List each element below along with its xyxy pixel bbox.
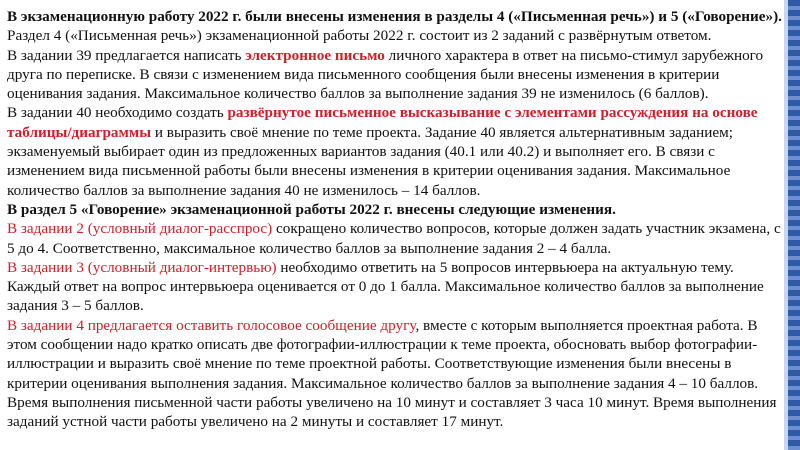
section-5-heading: В раздел 5 «Говорение» экзаменационной работы 2022 г. внесены следующие изменения. (7, 200, 616, 218)
task-40-highlight: развёрнутое письменное высказывание с элементами рассуждения на основе таблицы/диаграммы (7, 104, 758, 141)
task-40-paragraph (7, 103, 785, 199)
task-40-text-end: и выразить своё мнение по теме проекта. Задание 40 является альтернативным заданием; экзаменуемый выбирает один из предложенных вариантов задания (40.1 или 40.2) и выполняет его. В связи с изменением вида письменной работы были внесены изменения в критерии оценивания задания. Максимальное количество баллов за выполнение задания 40 не изменилось – 14 баллов. (7, 123, 733, 199)
task-3-text: необходимо ответить на 5 вопросов интервьюера на актуальную тему. Каждый ответ на вопрос интервьюера оценивается от 0 до 1 балла. Максимальное количество баллов за выполнение задания 3 – 5 баллов. (7, 258, 764, 315)
task-39-text-start: В задании 39 предлагается написать (7, 46, 246, 64)
task-3-paragraph (7, 258, 785, 316)
task-2-paragraph (7, 219, 785, 258)
task-4-text: , вместе с которым выполняется проектная работа. В этом сообщении надо кратко описать две фотографии-иллюстрации к теме проекта, обосновать выбор фотографии-иллюстрации и выразить своё мнение по теме проектной работы. Соответствующие изменения были внесены в критерии оценивания выполнения задания. Максимальное количество баллов за выполнение задания 4 – 10 баллов. (7, 316, 759, 392)
task-40-text-start: В задании 40 необходимо создать (7, 104, 228, 122)
task-4-paragraph (7, 316, 785, 393)
decorative-side-stripes (788, 0, 800, 450)
task-4-highlight: В задании 4 предлагается оставить голосовое сообщение другу (7, 316, 416, 334)
slide-text (7, 7, 785, 432)
task-2-text: сокращено количество вопросов, которые должен задать участник экзамена, с 5 до 4. Соответственно, максимальное количество баллов за выполнение задания 2 – 4 балла. (7, 220, 781, 257)
task-39-highlight: электронное письмо (245, 46, 385, 64)
task-39-text-end: личного характера в ответ на письмо-стимул зарубежного друга по переписке. В связи с изменением вида письменного сообщения были внесены изменения в критерии оценивания задания. Максимальное количество баллов за выполнение задания 39 не изменилось (6 баллов). (7, 46, 764, 103)
task-2-highlight: В задании 2 (условный диалог-расспрос) (7, 220, 273, 238)
task-39-paragraph (7, 46, 785, 104)
section-4-intro: Раздел 4 («Письменная речь») экзаменационной работы 2022 г. состоит из 2 заданий с развёрнутым ответом. (7, 27, 712, 45)
duration-paragraph: Время выполнения письменной части работы увеличено на 10 минут и составляет 3 часа 10 минут. Время выполнения заданий устной части работы увеличено на 2 минуты и составляет 17 минут. (7, 393, 777, 431)
section-4-5-heading: В экзаменационную работу 2022 г. были внесены изменения в разделы 4 («Письменная речь») и 5 («Говорение»). (7, 8, 782, 25)
task-3-highlight: В задании 3 (условный диалог-интервью) (7, 258, 277, 276)
